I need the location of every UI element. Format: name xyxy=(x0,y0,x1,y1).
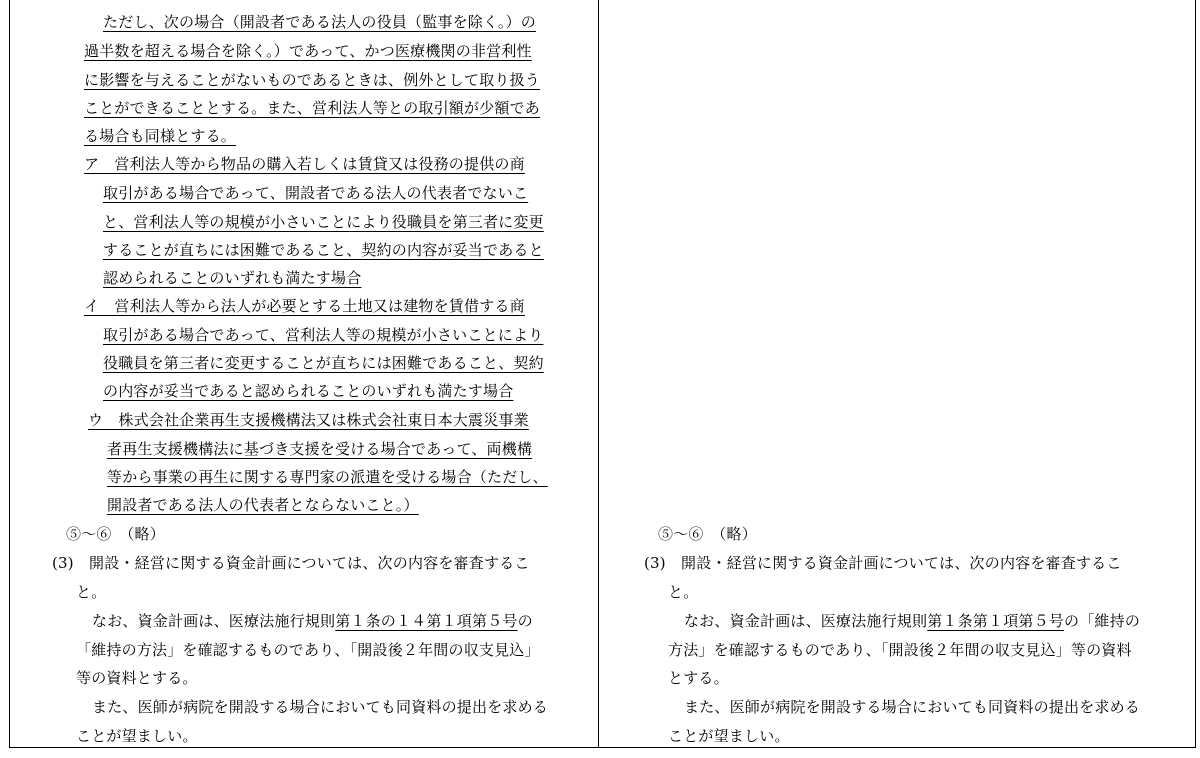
left-item-i-line: の内容が妥当であると認められることのいずれも満たす場合 xyxy=(103,382,514,400)
right-section3-line: また、医師が病院を開設する場合においても同資料の提出を求める xyxy=(684,698,1141,716)
right-note-underlined-ref: 第１条第１項第５号 xyxy=(927,612,1065,630)
left-note-underlined-ref: 第１条の１４第１項第５号 xyxy=(335,612,518,630)
left-item-i-line: 取引がある場合であって、営利法人等の規模が小さいことにより xyxy=(103,326,544,344)
left-paragraph-line: る場合も同様とする。 xyxy=(84,127,237,145)
left-section3-line: と。 xyxy=(76,583,107,601)
left-item-u-line: ウ 株式会社企業再生支援機構法又は株式会社東日本大震災事業 xyxy=(88,411,529,429)
right-section3-heading: (3) 開設・経営に関する資金計画については、次の内容を審査するこ xyxy=(644,554,1122,572)
left-section3-line: また、医師が病院を開設する場合においても同資料の提出を求める xyxy=(92,698,549,716)
left-paragraph-line: に影響を与えることがないものであるときは、例外として取り扱う xyxy=(84,71,541,89)
left-paragraph-line: 過半数を超える場合を除く。）であって、かつ医療機関の非営利性 xyxy=(84,42,532,60)
left-paragraph-line: ことができることとする。また、営利法人等との取引額が少額であ xyxy=(84,99,541,117)
left-section3-heading: (3) 開設・経営に関する資金計画については、次の内容を審査するこ xyxy=(52,554,530,572)
right-note-text: の「維持の xyxy=(1064,612,1141,630)
right-section3-line: 方法」を確認するものであり、「開設後２年間の収支見込」等の資料 xyxy=(668,641,1132,659)
right-section3-note xyxy=(684,611,1140,631)
left-item-a-line: ア 営利法人等から物品の購入若しくは賃貸又は役務の提供の商 xyxy=(84,155,525,173)
right-section3-line: と。 xyxy=(668,583,699,601)
left-item-i-line: 役職員を第三者に変更することが直ちには困難であること、契約 xyxy=(103,354,544,372)
left-item-u-line: 者再生支援機構法に基づき支援を受ける場合であって、両機構 xyxy=(107,440,533,458)
left-item-a-line: 認められることのいずれも満たす場合 xyxy=(103,269,362,287)
left-section3-line: ことが望ましい。 xyxy=(76,727,198,745)
left-section3-line: 「維持の方法」を確認するものであり、「開設後２年間の収支見込」 xyxy=(76,641,540,659)
left-note-text: の xyxy=(517,612,533,630)
left-section3-note xyxy=(92,611,533,631)
right-section3-line: ことが望ましい。 xyxy=(668,727,790,745)
left-item-a-line: することが直ちには困難であること、契約の内容が妥当であると xyxy=(103,241,544,259)
left-omitted-note: ⑤～⑥ （略） xyxy=(66,525,165,543)
left-paragraph-line: ただし、次の場合（開設者である法人の役員（監事を除く。）の xyxy=(103,13,537,31)
left-section3-line: 等の資料とする。 xyxy=(76,669,198,687)
left-item-i-line: イ 営利法人等から法人が必要とする土地又は建物を賃借する商 xyxy=(84,297,525,315)
left-item-u-line: 開設者である法人の代表者とならないこと。） xyxy=(107,496,419,514)
column-divider xyxy=(598,0,599,748)
left-item-a-line: と、営利法人等の規模が小さいことにより役職員を第三者に変更 xyxy=(103,213,544,231)
left-note-text: なお、資金計画は、医療法施行規則 xyxy=(92,612,336,630)
left-item-u-line: 等から事業の再生に関する専門家の派遣を受ける場合（ただし、 xyxy=(107,468,548,486)
left-item-a-line: 取引がある場合であって、開設者である法人の代表者でないこ xyxy=(103,184,529,202)
right-section3-line: とする。 xyxy=(668,669,729,687)
right-note-text: なお、資金計画は、医療法施行規則 xyxy=(684,612,928,630)
right-omitted-note: ⑤～⑥ （略） xyxy=(658,525,757,543)
